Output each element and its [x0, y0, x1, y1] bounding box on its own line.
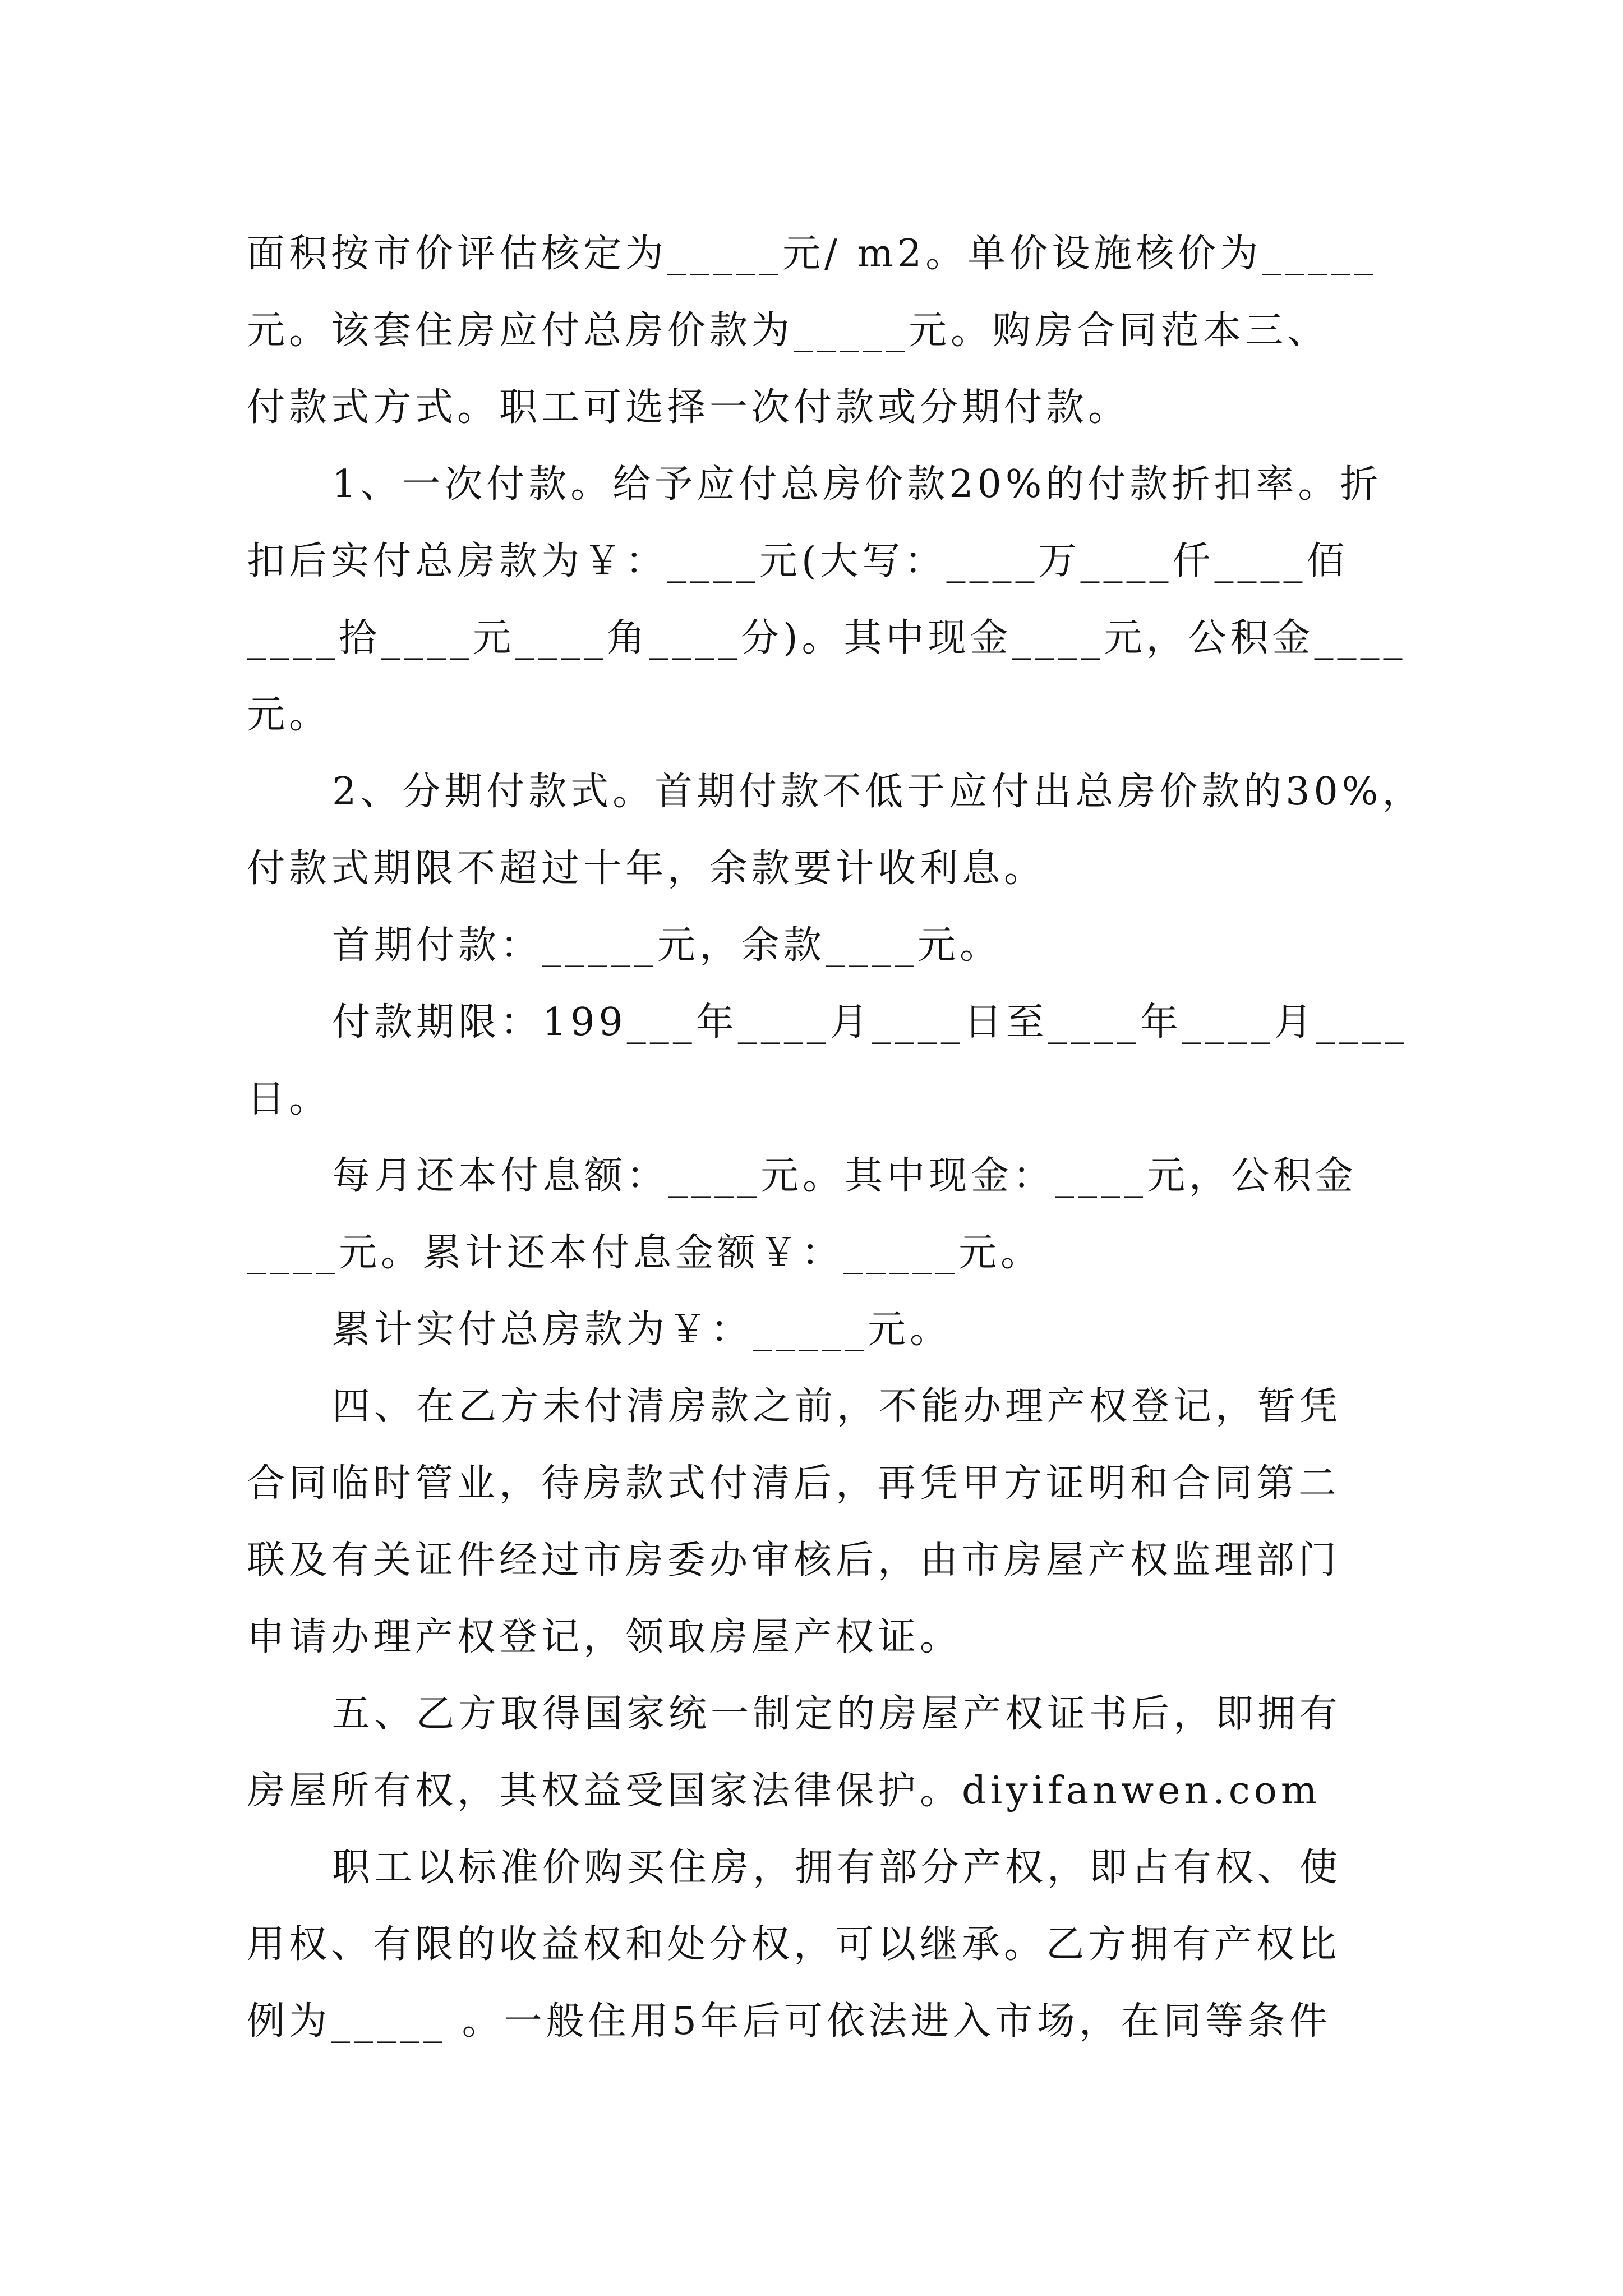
text-line: 联及有关证件经过市房委办审核后，由市房屋产权监理部门: [247, 1538, 1341, 1582]
text-line: ____元。累计还本付息金额￥：_____元。: [247, 1231, 1043, 1275]
text-line: 合同临时管业，待房款式付清后，再凭甲方证明和合同第二: [247, 1461, 1341, 1506]
text-line: 付款式期限不超过十年，余款要计收利息。: [247, 846, 1046, 891]
text-line: 面积按市价评估核定为_____元/ m2。单价设施核价为_____: [247, 232, 1377, 276]
text-line: 累计实付总房款为￥：_____元。: [332, 1308, 952, 1352]
text-line: 日。: [247, 1077, 331, 1121]
text-line: 房屋所有权，其权益受国家法律保护。diyifanwen.com: [247, 1769, 1321, 1813]
text-line: 元。该套住房应付总房价款为_____元。购房合同范本三、: [247, 309, 1330, 353]
text-line: 付款式方式。职工可选择一次付款或分期付款。: [247, 385, 1131, 430]
text-line: 五、乙方取得国家统一制定的房屋产权证书后，即拥有: [332, 1692, 1342, 1736]
text-line: 付款期限：199___年____月____日至____年____月____: [332, 1000, 1408, 1045]
text-line: 每月还本付息额：____元。其中现金：____元，公积金: [332, 1154, 1358, 1198]
text-line: 用权、有限的收益权和处分权，可以继承。乙方拥有产权比: [247, 1922, 1341, 1967]
document-body: [247, 215, 1441, 2060]
text-line: 1、一次付款。给予应付总房价款20%的付款折扣率。折: [332, 462, 1382, 507]
text-line: 四、在乙方未付清房款之前，不能办理产权登记，暂凭: [332, 1384, 1342, 1429]
text-line: 扣后实付总房款为￥：____元(大写：____万____仟____佰: [247, 539, 1349, 583]
text-line: 元。: [247, 693, 331, 737]
text-line: ____拾____元____角____分)。其中现金____元，公积金____: [247, 616, 1407, 660]
text-line: 首期付款：_____元，余款____元。: [332, 923, 1002, 968]
text-line: 申请办理产权登记，领取房屋产权证。: [247, 1615, 962, 1659]
text-line: 职工以标准价购买住房，拥有部分产权，即占有权、使: [332, 1846, 1342, 1890]
text-line: 2、分期付款式。首期付款不低于应付出总房价款的30%，: [332, 770, 1424, 814]
text-line: 例为_____ 。一般住用5年后可依法进入市场，在同等条件: [247, 1999, 1331, 2044]
